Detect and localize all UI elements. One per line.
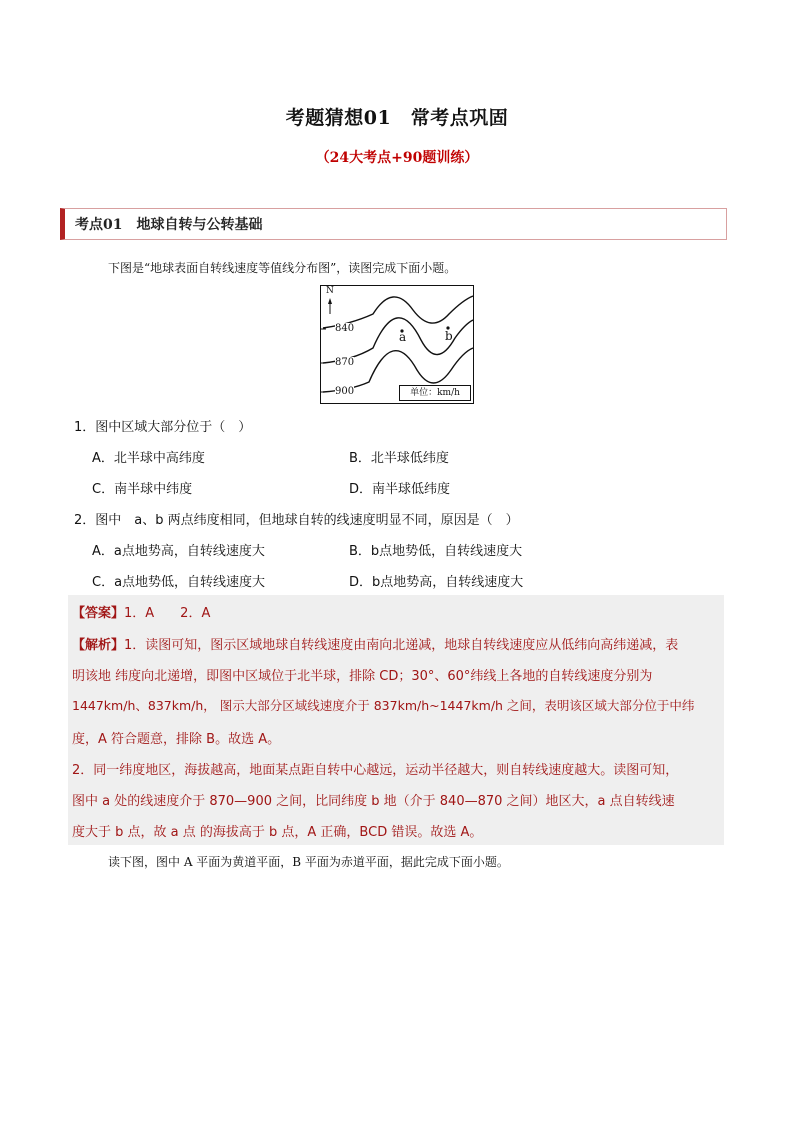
question-2-option-c: C．a点地势低，自转线速度大 xyxy=(92,575,266,590)
north-arrow-head xyxy=(328,298,332,304)
north-label: N xyxy=(326,286,334,296)
unit-box: 单位：km/h xyxy=(399,385,471,401)
analysis-line-7: 度大于 b 点，故 a 点 的海拔高于 b 点，A 正确，BCD 错误。故选 A。 xyxy=(72,825,483,840)
answer-text: 1．A 2．A xyxy=(124,606,211,621)
answer-line xyxy=(72,602,210,621)
question-2-option-d: D．b点地势高，自转线速度大 xyxy=(349,575,524,590)
question-1-option-a: A．北半球中高纬度 xyxy=(92,451,205,466)
question-2-option-a: A．a点地势高，自转线速度大 xyxy=(92,544,265,559)
contour-map-figure xyxy=(320,285,474,404)
analysis-line-6: 图中 a 处的线速度介于 870—900 之间，比同纬度 b 地（介于 840—870 之间）地区大，a 点自转线速 xyxy=(72,794,675,809)
analysis-label: 【解析】 xyxy=(72,638,125,653)
question-1-option-b: B．北半球低纬度 xyxy=(349,451,449,466)
analysis-line-2: 明该地 纬度向北递增，即图中区域位于北半球，排除 CD；30°、60°纬线上各地的自转线速度分别为 xyxy=(72,669,653,684)
page-title: 考题猜想01 常考点巩固 xyxy=(285,107,509,129)
contour-label-900: 900 xyxy=(335,386,355,397)
contour-label-840: 840 xyxy=(335,323,355,334)
point-b-label: b xyxy=(445,329,453,343)
analysis-line-3: 1447km/h、837km/h， 图示大部分区域线速度介于 837km/h~1447km/h 之间，表明该区域大部分位于中纬 xyxy=(72,698,695,713)
section-heading xyxy=(60,208,727,240)
point-a-label: a xyxy=(399,330,407,344)
contour-label-870: 870 xyxy=(335,357,355,368)
question-1-stem: 1．图中区域大部分位于（ ） xyxy=(74,420,252,435)
analysis-line-1 xyxy=(72,634,678,653)
closing-text: 读下图，图中 A 平面为黄道平面，B 平面为赤道平面，据此完成下面小题。 xyxy=(108,855,509,869)
page-subtitle: （24大考点+90题训练） xyxy=(315,150,479,166)
section-heading-text: 考点01 地球自转与公转基础 xyxy=(75,217,263,233)
analysis-line-4: 度，A 符合题意，排除 B。故选 A。 xyxy=(72,732,281,747)
analysis-text-1: 1．读图可知，图示区域地球自转线速度由南向北递减，地球自转线速度应从低纬向高纬递减，表 xyxy=(124,638,679,653)
question-1-option-c: C．南半球中纬度 xyxy=(92,482,193,497)
question-2-stem: 2．图中 a、b 两点纬度相同，但地球自转的线速度明显不同，原因是（ ） xyxy=(74,513,519,528)
question-2-option-b: B．b点地势低，自转线速度大 xyxy=(349,544,523,559)
question-1-option-d: D．南半球低纬度 xyxy=(349,482,451,497)
analysis-line-5: 2．同一纬度地区，海拔越高，地面某点距自转中心越远，运动半径越大，则自转线速度越大。读图可知， xyxy=(72,763,679,778)
answer-label: 【答案】 xyxy=(72,606,125,621)
intro-text: 下图是“地球表面自转线速度等值线分布图”，读图完成下面小题。 xyxy=(108,261,457,275)
